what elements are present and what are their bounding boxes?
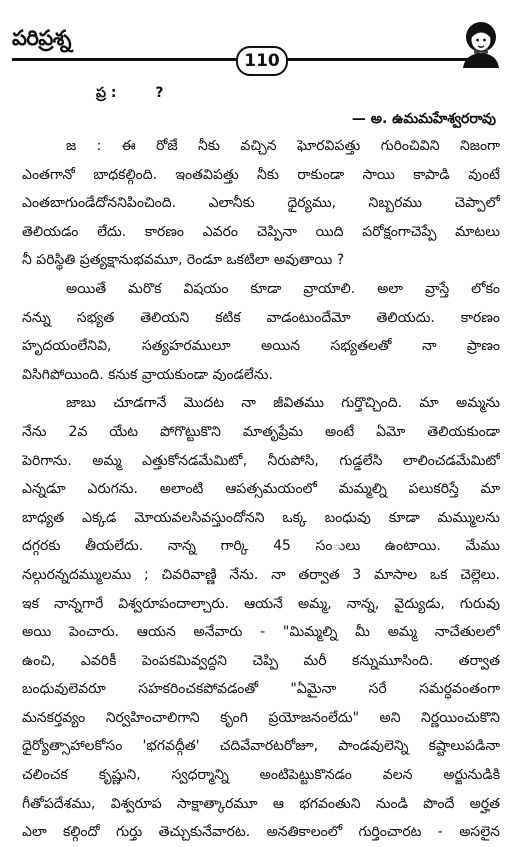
text-line: గీతోపదేశము, విశ్వరూప సాక్షాత్కారమూ ఆ భగవంతుని నుండి పొందే అర్హత	[22, 795, 500, 812]
page-number-badge: 110	[236, 46, 288, 76]
text-line: నేను 2వ యేట పోగొట్టుకొని మాతృప్రేమ అంటే ఏమో తెలియకుండా	[22, 423, 500, 440]
text-line: ఎలా కల్గిందో గుర్తు తెచ్చుకునేవారట. అనతికాలంలో గుర్తించారట - అసలైన	[22, 824, 500, 841]
text-line: నీ పరిస్థితి ప్రత్యక్షానుభవమూ, రెండూ ఒకటిలా అవుతాయి ?	[22, 252, 345, 269]
letter-body	[22, 80, 500, 847]
question-prefix: ప్ర :	[96, 85, 117, 101]
text-line: ఇక నాన్నగారే విశ్వరూపందాల్చారు. ఆయనే అమ్మ, నాన్న, వైద్యుడు, గురువు	[22, 595, 500, 612]
author-signature: — అ. ఉమమహేశ్వరరావు	[351, 111, 496, 127]
text-line: పెరిగాను. అమ్మ ఎత్తుకోనడమేమిటో, నీరుపోసి, గుడ్డలేసి లాలించడమేమిటో	[22, 452, 500, 469]
question-mark: ?	[155, 85, 164, 101]
paragraph-1	[22, 132, 500, 275]
page-header	[0, 0, 520, 70]
text-line: మనకర్తవ్యం నిర్వహించాలిగాని కృంగి ప్రయోజనంలేదు" అని నిర్ణయించుకొని	[22, 709, 500, 726]
text-line: హృదయంలేనివి, సత్యహరములూ అయిన సభ్యతలతో నా ప్రాణం	[22, 338, 500, 355]
text-line: నన్ను సభ్యత తెలియని కటిక వాడంటుందేమో తెలియదు. కారణం	[22, 309, 500, 326]
text-line: ఎన్నడూ ఎరుగను. అలాంటి ఆపత్సమయంలో మమ్మల్ని పలుకరిస్తే మా	[22, 481, 500, 498]
question-line	[22, 80, 500, 106]
text-line: ధైర్యోత్సాహాలకోసం 'భగవద్గీత' చదివేవారటరోజూ, పాండవులెన్ని కష్టాలుపడినా	[22, 738, 500, 755]
paragraph-2	[22, 275, 500, 389]
text-line: దగ్గరకు తీయలేదు. నాన్న గార్కి 45 సంులు ఉంటాయి. మేము	[22, 538, 500, 555]
text-line: తెలియడం లేదు. కారణం ఎవరం చెప్పినా యిది పరోక్షంగాచెప్పే మాటలు	[22, 223, 500, 240]
text-line: విసిగిపోయింది. కనుక వ్రాయకుండా వుండలేను.	[22, 366, 273, 383]
text-line: అయితే మరొక విషయం కూడా వ్రాయాలి. అలా వ్రాస్తే లోకం	[66, 280, 500, 297]
text-line: అయి పెంచారు. ఆయన అనేవారు - "మిమ్మల్ని మీ అమ్మ నాచేతులలో	[22, 624, 500, 641]
portrait-icon	[459, 20, 503, 68]
paragraph-3	[22, 389, 500, 847]
text-line: నల్గురన్నదమ్ములము ; చివరివాణ్ణి నేను. నా తర్వాత 3 మాసాల ఒక చెల్లెలు.	[22, 566, 500, 583]
text-line: బాధ్యత ఎక్కడ మోయవలసివస్తుందోనని ఒక్క బంధువు కూడా మమ్ములను	[22, 509, 500, 526]
text-line: జాబు చూడగానే మొదట నా జీవితము గుర్తొచ్చింది. మా అమ్మను	[66, 395, 500, 412]
text-line: చలించక కృష్ణుని, స్వధర్మాన్ని అంటిపెట్టుకొనడం వలన అర్జునుడికి	[22, 767, 500, 784]
text-line: బంధువులెవరూ సహకరించకపోవడంతో "ఏమైనా సరే సమర్ధవంతంగా	[22, 681, 500, 698]
text-line: జ : ఈ రోజే నీకు వచ్చిన ఘోరవిపత్తు గురించివిని నిజంగా	[66, 138, 500, 154]
text-line: ఎంతగానో బాధకల్గింది. ఇంతవిపత్తు నీకు రాకుండా సాయి కాపాడి వుంటే	[22, 166, 500, 183]
text-line: ఎంతబాగుండేదోననిపించింది. ఎలానీకు ధైర్యము, నిబ్బరము చెప్పాలో	[22, 195, 500, 212]
book-title: పరిప్రశ్న	[12, 26, 71, 50]
text-line: ఉంచి, ఎవరికీ పెంపకమివ్వద్దని చెప్పి మరీ కన్నుమూసింది. తర్వాత	[22, 652, 500, 669]
